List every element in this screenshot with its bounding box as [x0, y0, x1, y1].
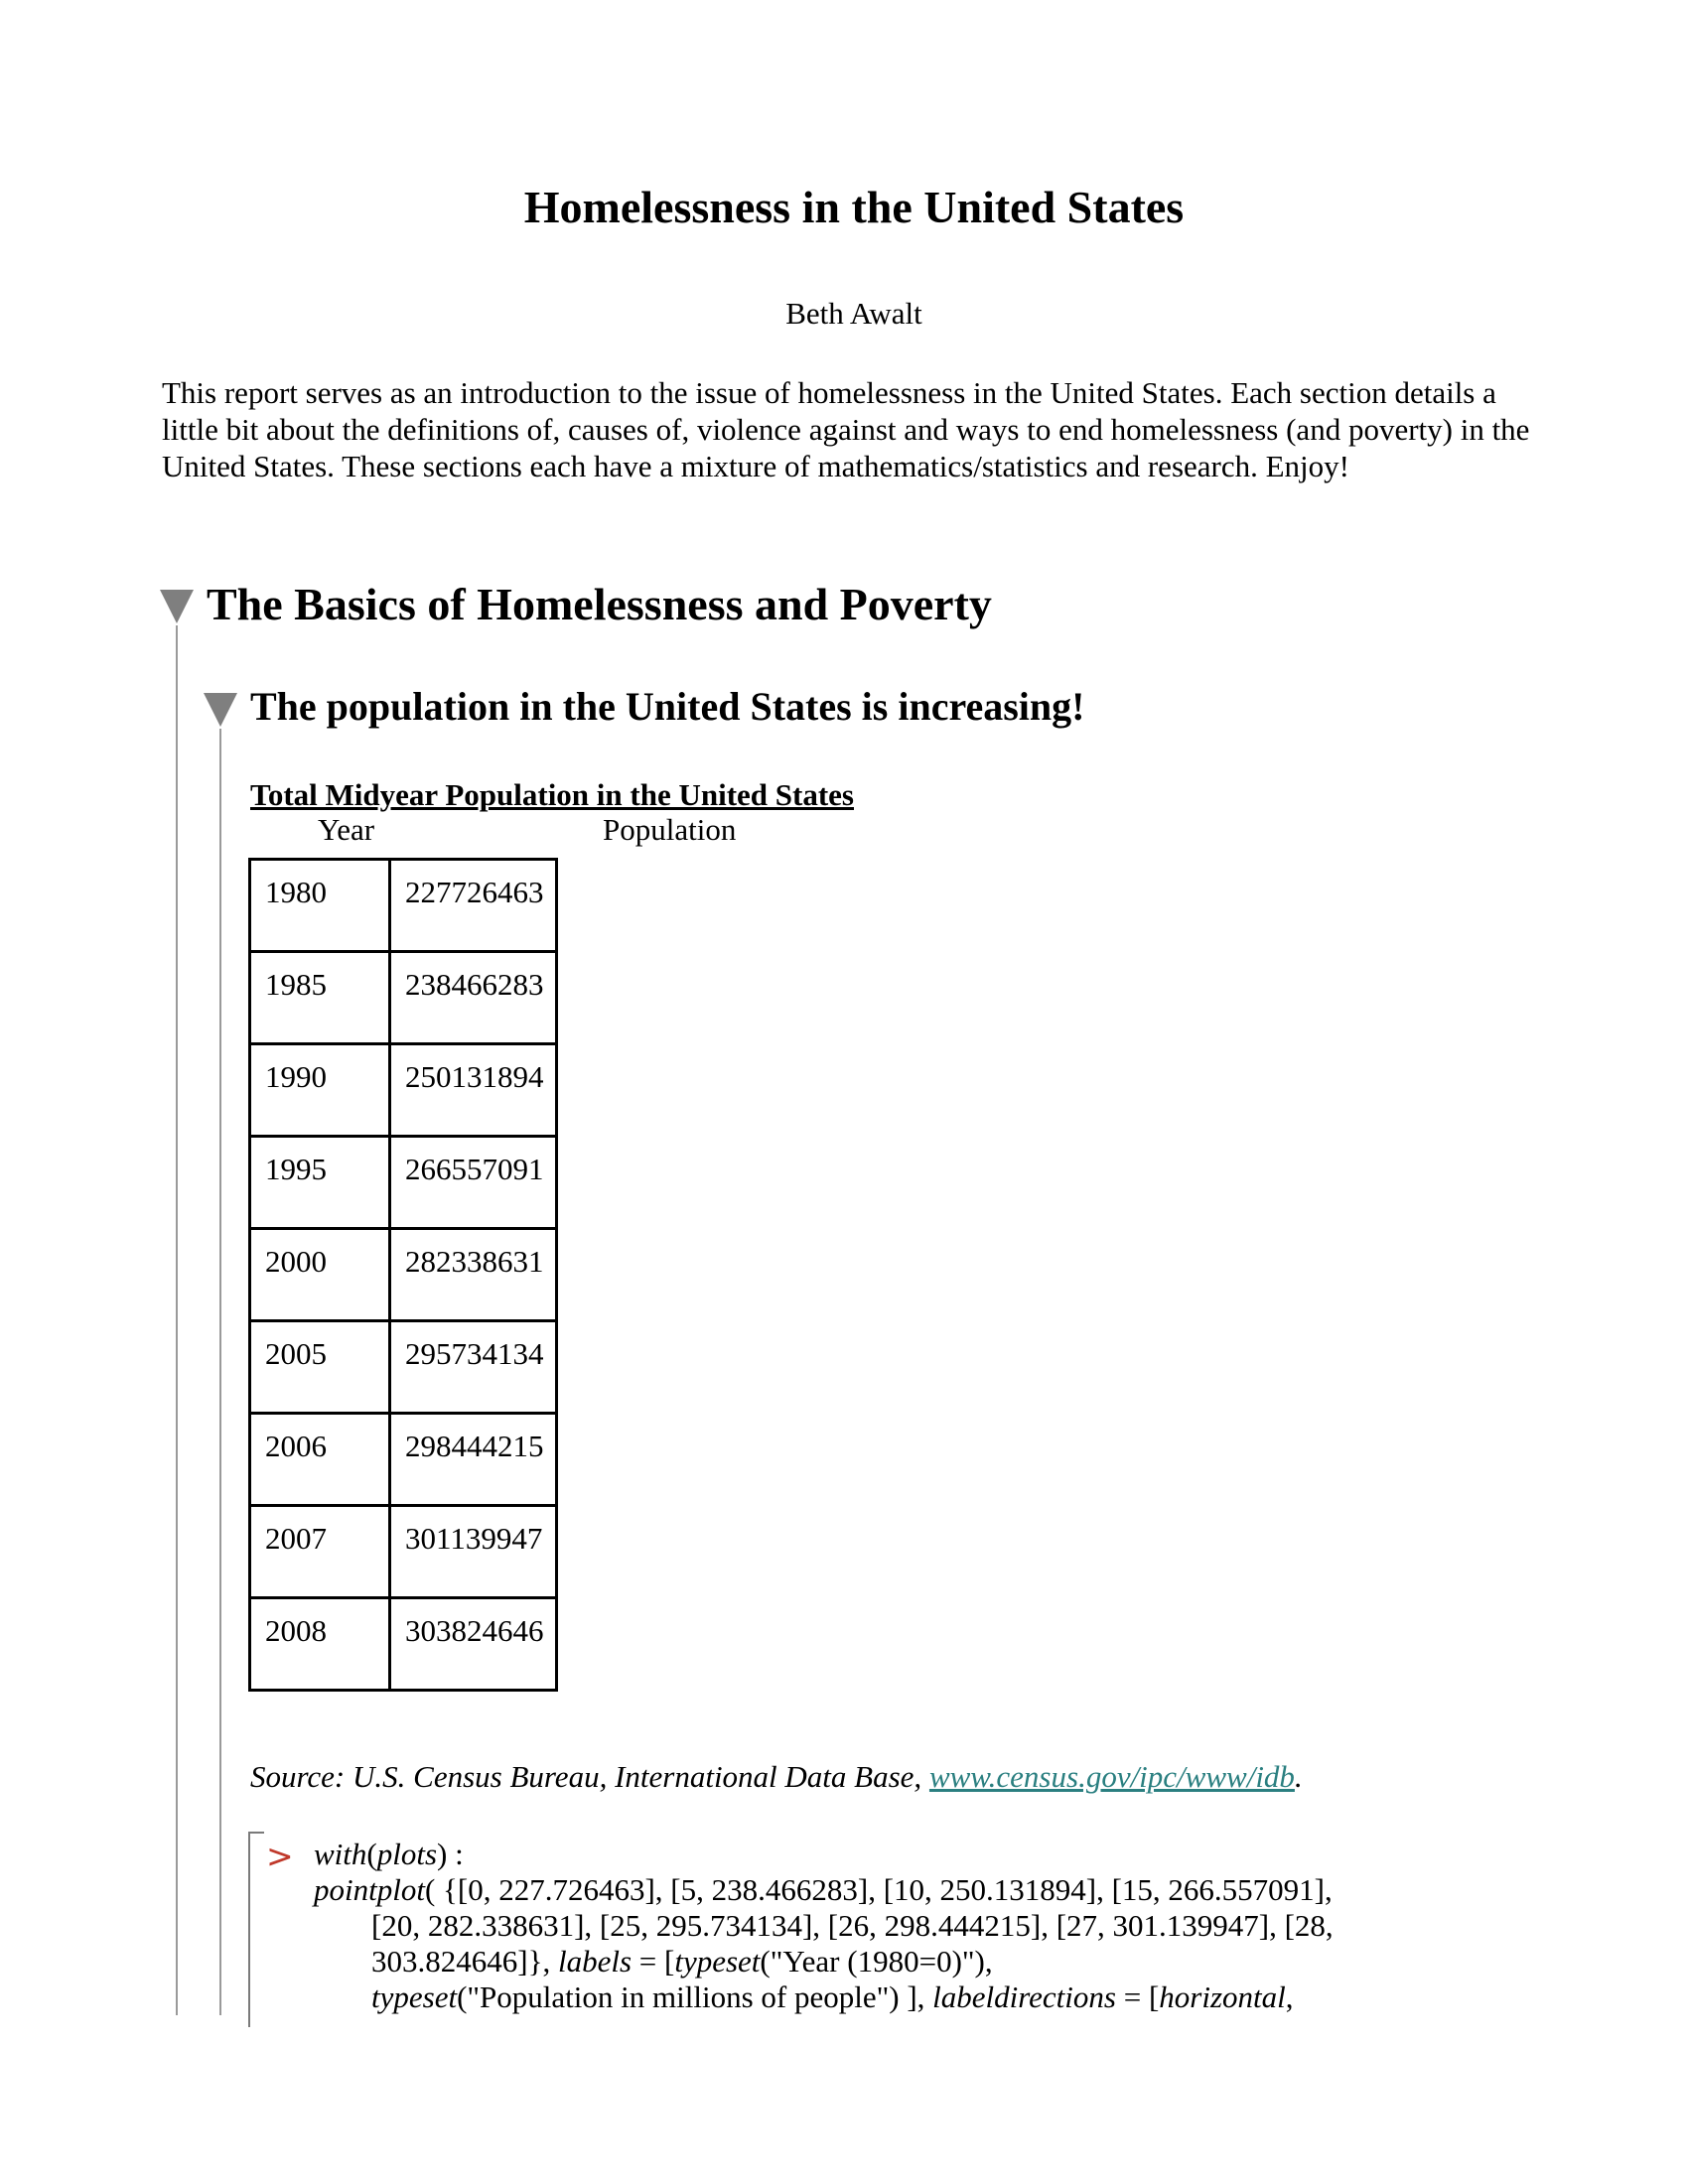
source-text: Source: U.S. Census Bureau, International Data Base, — [250, 1759, 929, 1794]
document-title: Homelessness in the United States — [523, 182, 1185, 232]
population-cell: 282338631 — [390, 1229, 557, 1321]
population-cell: 301139947 — [390, 1506, 557, 1598]
year-cell: 1990 — [250, 1044, 390, 1137]
table-row — [250, 952, 557, 1044]
code-arg-plots: plots — [376, 1837, 438, 1871]
year-cell: 2007 — [250, 1506, 390, 1598]
table-title: Total Midyear Population in the United States — [250, 777, 854, 812]
population-cell: 295734134 — [390, 1321, 557, 1414]
subsection-heading: The population in the United States is increasing! — [250, 684, 1085, 729]
subsection-guide-line — [219, 729, 221, 2015]
table-row — [250, 1598, 557, 1691]
code-line-1-end: ) : — [437, 1837, 464, 1871]
population-cell: 303824646 — [390, 1598, 557, 1691]
code-typeset-fn: typeset — [674, 1944, 761, 1979]
code-typeset-fn: typeset — [371, 1979, 458, 2014]
table-row — [250, 1044, 557, 1137]
subsection-collapse-triangle-icon[interactable] — [204, 693, 237, 727]
code-line-2 — [314, 1872, 1485, 1908]
population-cell: 298444215 — [390, 1414, 557, 1506]
table-row — [250, 860, 557, 952]
section-guide-line — [176, 625, 178, 2015]
code-line-1: with(plots) : — [314, 1837, 464, 1871]
source-link[interactable]: www.census.gov/ipc/www/idb — [928, 1759, 1295, 1794]
input-prompt: > — [266, 1837, 294, 1875]
code-line-4-b: = [ — [632, 1944, 675, 1979]
execution-group-bracket[interactable] — [248, 1832, 264, 2027]
year-cell: 1985 — [250, 952, 390, 1044]
intro-paragraph: This report serves as an introduction to the issue of homelessness in the United States. Each section details a little bit about the definitions of, causes of, violence against and ways to end homelessness (and poverty) in the United States. These sections each have a mixture of mathematics/statistics and research. Enjoy! — [162, 375, 1530, 483]
year-cell: 1995 — [250, 1137, 390, 1229]
source-end: . — [1294, 1759, 1303, 1794]
year-cell: 2008 — [250, 1598, 390, 1691]
code-line-4 — [314, 1944, 1485, 1979]
code-line-5-b: = [ — [1115, 1979, 1160, 2014]
code-line-5-a: ("Population in millions of people") ], — [457, 1979, 933, 2014]
code-input[interactable] — [314, 1837, 1485, 2015]
year-cell: 2005 — [250, 1321, 390, 1414]
table-header-population: Population — [603, 812, 737, 847]
population-table — [248, 858, 558, 1692]
code-line-2-rest: ( {[0, 227.726463], [5, 238.466283], [10, 250.131894], [15, 266.557091], — [424, 1872, 1333, 1907]
code-line-4-a: 303.824646]}, — [371, 1944, 558, 1979]
code-line-5 — [314, 1979, 1485, 2015]
population-cell: 227726463 — [390, 860, 557, 952]
code-fn-with: with — [314, 1837, 367, 1871]
code-labeldirections-kw: labeldirections — [932, 1979, 1116, 2014]
table-row — [250, 1506, 557, 1598]
population-cell: 250131894 — [390, 1044, 557, 1137]
table-row — [250, 1229, 557, 1321]
code-horizontal-kw: horizontal — [1159, 1979, 1286, 2014]
author-name: Beth Awalt — [785, 296, 922, 331]
population-cell: 266557091 — [390, 1137, 557, 1229]
year-cell: 2000 — [250, 1229, 390, 1321]
section-collapse-triangle-icon[interactable] — [160, 590, 194, 623]
code-labels-kw: labels — [557, 1944, 633, 1979]
section-heading: The Basics of Homelessness and Poverty — [207, 579, 992, 629]
table-row — [250, 1137, 557, 1229]
population-cell: 238466283 — [390, 952, 557, 1044]
code-line-5-c: , — [1285, 1979, 1294, 2014]
year-cell: 1980 — [250, 860, 390, 952]
code-line-4-c: ("Year (1980=0)"), — [760, 1944, 993, 1979]
table-header-year: Year — [318, 812, 375, 847]
source-citation — [250, 1759, 1303, 1795]
code-line-3: [20, 282.338631], [25, 295.734134], [26, 298.444215], [27, 301.139947], [28, — [371, 1908, 1334, 1943]
table-row — [250, 1321, 557, 1414]
code-fn-pointplot: pointplot — [314, 1872, 425, 1907]
table-row — [250, 1414, 557, 1506]
year-cell: 2006 — [250, 1414, 390, 1506]
